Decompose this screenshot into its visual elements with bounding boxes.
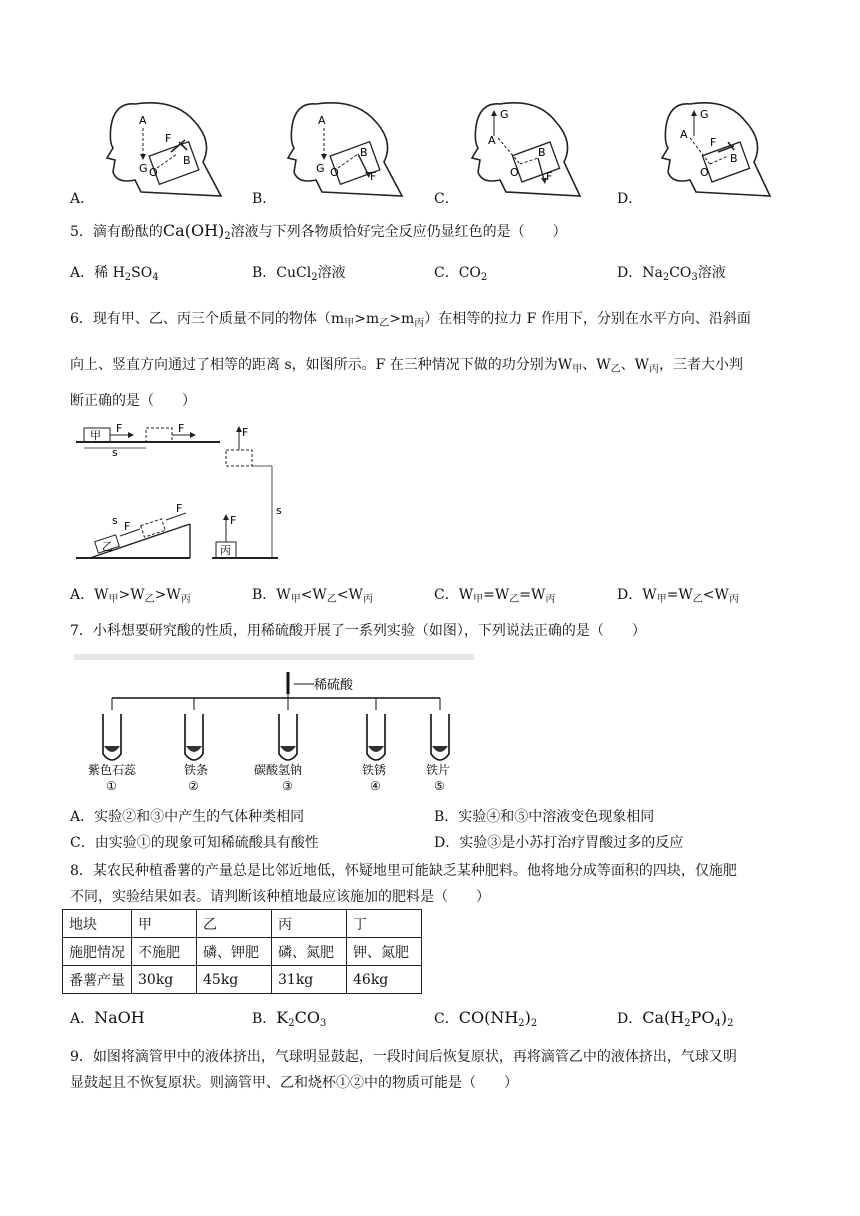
q7-tube1-name: 紫色石蕊 bbox=[88, 763, 137, 777]
q6-fig-F5: F bbox=[230, 514, 237, 527]
table-cell: 番薯产量 bbox=[63, 966, 132, 994]
table-cell: 甲 bbox=[132, 910, 197, 938]
q6-fig-jia: 甲 bbox=[90, 429, 101, 442]
q9-line2: 显鼓起且不恢复原状。则滴管甲、乙和烧杯①②中的物质可能是（ ） bbox=[70, 1075, 518, 1091]
q4b-label-O: O bbox=[330, 166, 339, 179]
q4c-label-B: B bbox=[538, 146, 546, 159]
q7-tube5-name: 铁片 bbox=[426, 763, 451, 777]
table-cell: 30kg bbox=[132, 966, 197, 994]
test-tube-4 bbox=[367, 714, 385, 760]
q6-fig-s3: s bbox=[276, 504, 282, 517]
q4b-label-B: B bbox=[360, 146, 368, 159]
q5-option-c: C．$CO_2$ bbox=[434, 265, 488, 283]
q4c-label-G: G bbox=[500, 108, 509, 121]
q6-fig-F1: F bbox=[116, 422, 123, 435]
q4d-label-A: A bbox=[680, 128, 688, 141]
q4d-label-G: G bbox=[700, 108, 709, 121]
q7-option-d: D．实验③是小苏打治疗胃酸过多的反应 bbox=[434, 835, 684, 851]
q6-option-c: C．$W_甲=W_乙=W_丙$ bbox=[434, 587, 556, 605]
q7-figure bbox=[74, 654, 474, 796]
q7-acid-label: 稀硫酸 bbox=[314, 678, 354, 693]
q5-option-a: A．稀 $H_2SO_4$ bbox=[70, 265, 159, 283]
q7-tube3-num: ③ bbox=[282, 779, 293, 793]
q8-option-c: C．$CO(NH_2)_2$ bbox=[434, 1008, 538, 1029]
q6-line2: 向上、竖直方向通过了相等的距离 s，如图所示。F 在三种情况下做的功分别为$W_甲$、$W_乙$、$W_丙$，三者大小判 bbox=[70, 357, 743, 375]
test-tube-5 bbox=[431, 714, 449, 760]
q4-option-d: D． bbox=[617, 191, 643, 207]
q6-fig-F4: F bbox=[176, 502, 183, 515]
q7-tube3-name: 碳酸氢钠 bbox=[254, 763, 303, 777]
q4-figure-a bbox=[95, 92, 225, 200]
q6-option-a: A．$W_甲>W_乙>W_丙$ bbox=[70, 587, 191, 605]
q6-fig-bing: 丙 bbox=[220, 544, 231, 557]
test-tube-2 bbox=[185, 714, 203, 760]
q7-tube2-num: ② bbox=[188, 779, 199, 793]
tube-content-5 bbox=[432, 746, 448, 752]
test-tube-1 bbox=[103, 714, 121, 760]
q7-option-c: C．由实验①的现象可知稀硫酸具有酸性 bbox=[70, 835, 319, 851]
q4c-label-A: A bbox=[488, 134, 496, 147]
q8-line1: 8．某农民种植番薯的产量总是比邻近地低，怀疑地里可能缺乏某种肥料。他将地分成等面积的四块，仅施肥 bbox=[70, 863, 737, 879]
q4-figure-d bbox=[650, 92, 775, 200]
q6-fig-F3: F bbox=[124, 520, 131, 533]
test-tube-3 bbox=[279, 714, 297, 760]
q6-figure bbox=[72, 414, 294, 564]
q4c-label-O: O bbox=[510, 166, 519, 179]
table-cell: 45kg bbox=[197, 966, 272, 994]
q4d-label-O: O bbox=[700, 166, 709, 179]
q6-line3: 断正确的是（ ） bbox=[70, 393, 196, 409]
q6-fig-F2: F bbox=[178, 422, 185, 435]
tube-content-4 bbox=[368, 746, 384, 752]
q4-figure-b bbox=[276, 92, 406, 200]
table-row bbox=[63, 910, 422, 938]
table-cell: 不施肥 bbox=[132, 938, 197, 966]
q8-option-d: D．$Ca(H_2PO_4)_2$ bbox=[617, 1008, 734, 1029]
q4b-label-G: G bbox=[316, 162, 325, 175]
q6-option-b: B．$W_甲<W_乙<W_丙$ bbox=[252, 587, 373, 605]
q8-option-b: B．$K_2CO_3$ bbox=[252, 1008, 327, 1029]
tube-content-2 bbox=[186, 746, 202, 752]
q5-stem: 5．滴有酚酞的$Ca(OH)_2$溶液与下列各物质恰好完全反应仍显红色的是（ ） bbox=[70, 221, 567, 242]
table-cell: 磷、钾肥 bbox=[197, 938, 272, 966]
table-cell: 丙 bbox=[272, 910, 347, 938]
q4-figure-c bbox=[460, 92, 585, 200]
table-cell: 乙 bbox=[197, 910, 272, 938]
q6-fig-yi: 乙 bbox=[102, 540, 113, 553]
table-cell: 地块 bbox=[63, 910, 132, 938]
q4a-label-G: G bbox=[139, 162, 148, 175]
q7-stem: 7．小科想要研究酸的性质，用稀硫酸开展了一系列实验（如图），下列说法正确的是（ ） bbox=[70, 623, 646, 639]
q6-fig-s1: s bbox=[112, 446, 118, 459]
q7-tube5-num: ⑤ bbox=[434, 779, 445, 793]
q9-line1: 9．如图将滴管甲中的液体挤出，气球明显鼓起，一段时间后恢复原状，再将滴管乙中的液体挤出，气球又明 bbox=[70, 1049, 737, 1065]
table-cell: 磷、氮肥 bbox=[272, 938, 347, 966]
q4a-label-A: A bbox=[139, 114, 147, 127]
q5-option-b: B．CuCl$_2$溶液 bbox=[252, 265, 346, 283]
q6-fig-s2: s bbox=[112, 514, 118, 527]
q4c-label-F: F bbox=[546, 170, 553, 183]
q4a-label-B: B bbox=[183, 154, 191, 167]
q4d-label-B: B bbox=[730, 152, 738, 165]
q4d-label-F: F bbox=[710, 136, 717, 149]
q4a-label-F: F bbox=[165, 132, 172, 145]
q8-option-a: A．NaOH bbox=[70, 1008, 145, 1027]
table-cell: 31kg bbox=[272, 966, 347, 994]
tube-content-3 bbox=[280, 746, 296, 752]
q8-yield-table bbox=[62, 909, 422, 994]
q4a-label-O: O bbox=[149, 166, 158, 179]
q7-tube4-num: ④ bbox=[370, 779, 381, 793]
table-cell: 46kg bbox=[347, 966, 422, 994]
q4-option-c: C． bbox=[434, 191, 459, 207]
table-cell: 施肥情况 bbox=[63, 938, 132, 966]
q8-line2: 不同，实验结果如表。请判断该种植地最应该施加的肥料是（ ） bbox=[70, 889, 490, 905]
q7-tube1-num: ① bbox=[106, 779, 117, 793]
q6-option-d: D．$W_甲=W_乙<W_丙$ bbox=[617, 587, 739, 605]
q4b-label-A: A bbox=[318, 114, 326, 127]
q6-fig-F6: F bbox=[242, 426, 249, 439]
table-row bbox=[63, 966, 422, 994]
q5-option-d: D．$Na_2CO_3$溶液 bbox=[617, 265, 726, 283]
q7-option-a: A．实验②和③中产生的气体种类相同 bbox=[70, 809, 305, 825]
q7-tube2-name: 铁条 bbox=[184, 763, 209, 777]
q6-line1: 6．现有甲、乙、丙三个质量不同的物体$(m_甲>m_乙>m_丙)$在相等的拉力 F 作用下，分别在水平方向、沿斜面 bbox=[70, 311, 751, 329]
table-cell: 丁 bbox=[347, 910, 422, 938]
table-cell: 钾、氮肥 bbox=[347, 938, 422, 966]
q7-tube4-name: 铁锈 bbox=[362, 763, 387, 777]
q4b-label-F: F bbox=[370, 170, 377, 183]
tube-content-1 bbox=[104, 746, 120, 752]
table-row bbox=[63, 938, 422, 966]
q7-option-b: B．实验④和⑤中溶液变色现象相同 bbox=[434, 809, 655, 825]
q4-option-b: B． bbox=[252, 191, 277, 207]
q4-option-a: A． bbox=[70, 191, 95, 207]
